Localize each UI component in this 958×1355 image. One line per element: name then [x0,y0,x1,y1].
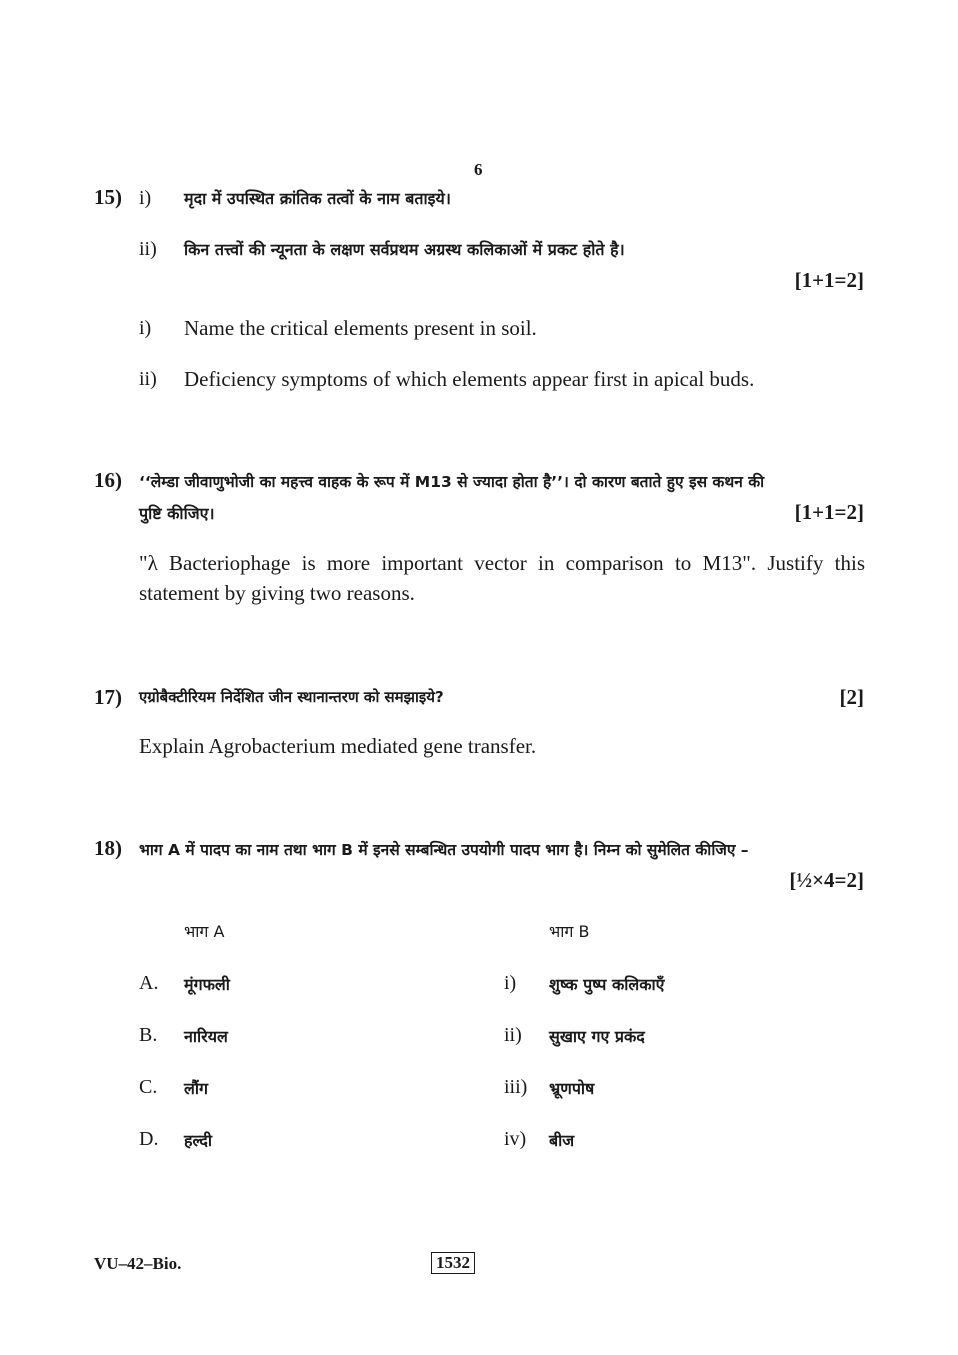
column-a-header: भाग A [184,922,225,941]
hindi-text: भाग A में पादप का नाम तथा भाग B में इनसे सम्बन्धित उपयोगी पादप भाग है। निम्न को सुमेलित कीजिए – [139,841,749,859]
row-label: C. [139,1076,158,1098]
english-text: Name the critical elements present in soil. [184,316,537,340]
item-label: ii) [139,238,157,260]
hindi-text: एग्रोबैक्टीरियम निर्देशित जीन स्थानान्तरण को समझाइये? [139,688,444,706]
page-number: 6 [474,160,483,179]
paper-number-box: 1532 [431,1252,475,1274]
marks: [1+1=2] [794,268,864,292]
hindi-text: मृदा में उपस्थित क्रांतिक तत्वों के नाम बताइये। [184,189,451,208]
hindi-text: पुष्टि कीजिए। [139,504,215,523]
part-a-item: नारियल [184,1027,228,1046]
row-label: ii) [504,1024,522,1046]
row-label: B. [139,1024,158,1046]
question-number: 15) [94,185,122,209]
part-a-item: मूंगफली [184,975,230,994]
item-label: i) [139,187,152,209]
part-b-item: सुखाए गए प्रकंद [549,1027,645,1046]
marks: [1+1=2] [794,500,864,524]
item-label: ii) [139,368,157,390]
english-text: Deficiency symptoms of which elements appear first in apical buds. [184,367,755,391]
row-label: iii) [504,1076,528,1098]
row-label: D. [139,1128,159,1150]
row-label: i) [504,972,517,994]
question-number: 16) [94,468,122,492]
english-text: "λ Bacteriophage is more important vector in comparison to M13". Justify this statement by giving two reasons. [139,551,865,605]
part-a-item: लौंग [184,1079,209,1098]
hindi-text: ‘‘लेम्डा जीवाणुभोजी का महत्त्व वाहक के रूप में M13 से ज्यादा होता है’’। दो कारण बताते हुए इस कथन की [139,473,765,491]
english-text: Explain Agrobacterium mediated gene transfer. [139,734,537,758]
hindi-text: किन तत्त्वों की न्यूनता के लक्षण सर्वप्रथम अग्रस्थ कलिकाओं में प्रकट होते है। [184,240,625,259]
question-number: 17) [94,685,122,709]
marks: [½×4=2] [789,868,864,892]
paper-code: VU–42–Bio. [94,1254,182,1273]
part-a-item: हल्दी [184,1131,213,1150]
item-label: i) [139,317,152,339]
question-number: 18) [94,836,122,860]
part-b-item: शुष्क पुष्प कलिकाएँ [549,975,665,994]
marks: [2] [839,685,864,709]
part-b-item: भ्रूणपोष [549,1079,595,1098]
row-label: iv) [504,1128,527,1150]
part-b-item: बीज [549,1131,575,1150]
row-label: A. [139,972,159,994]
column-b-header: भाग B [549,922,590,941]
